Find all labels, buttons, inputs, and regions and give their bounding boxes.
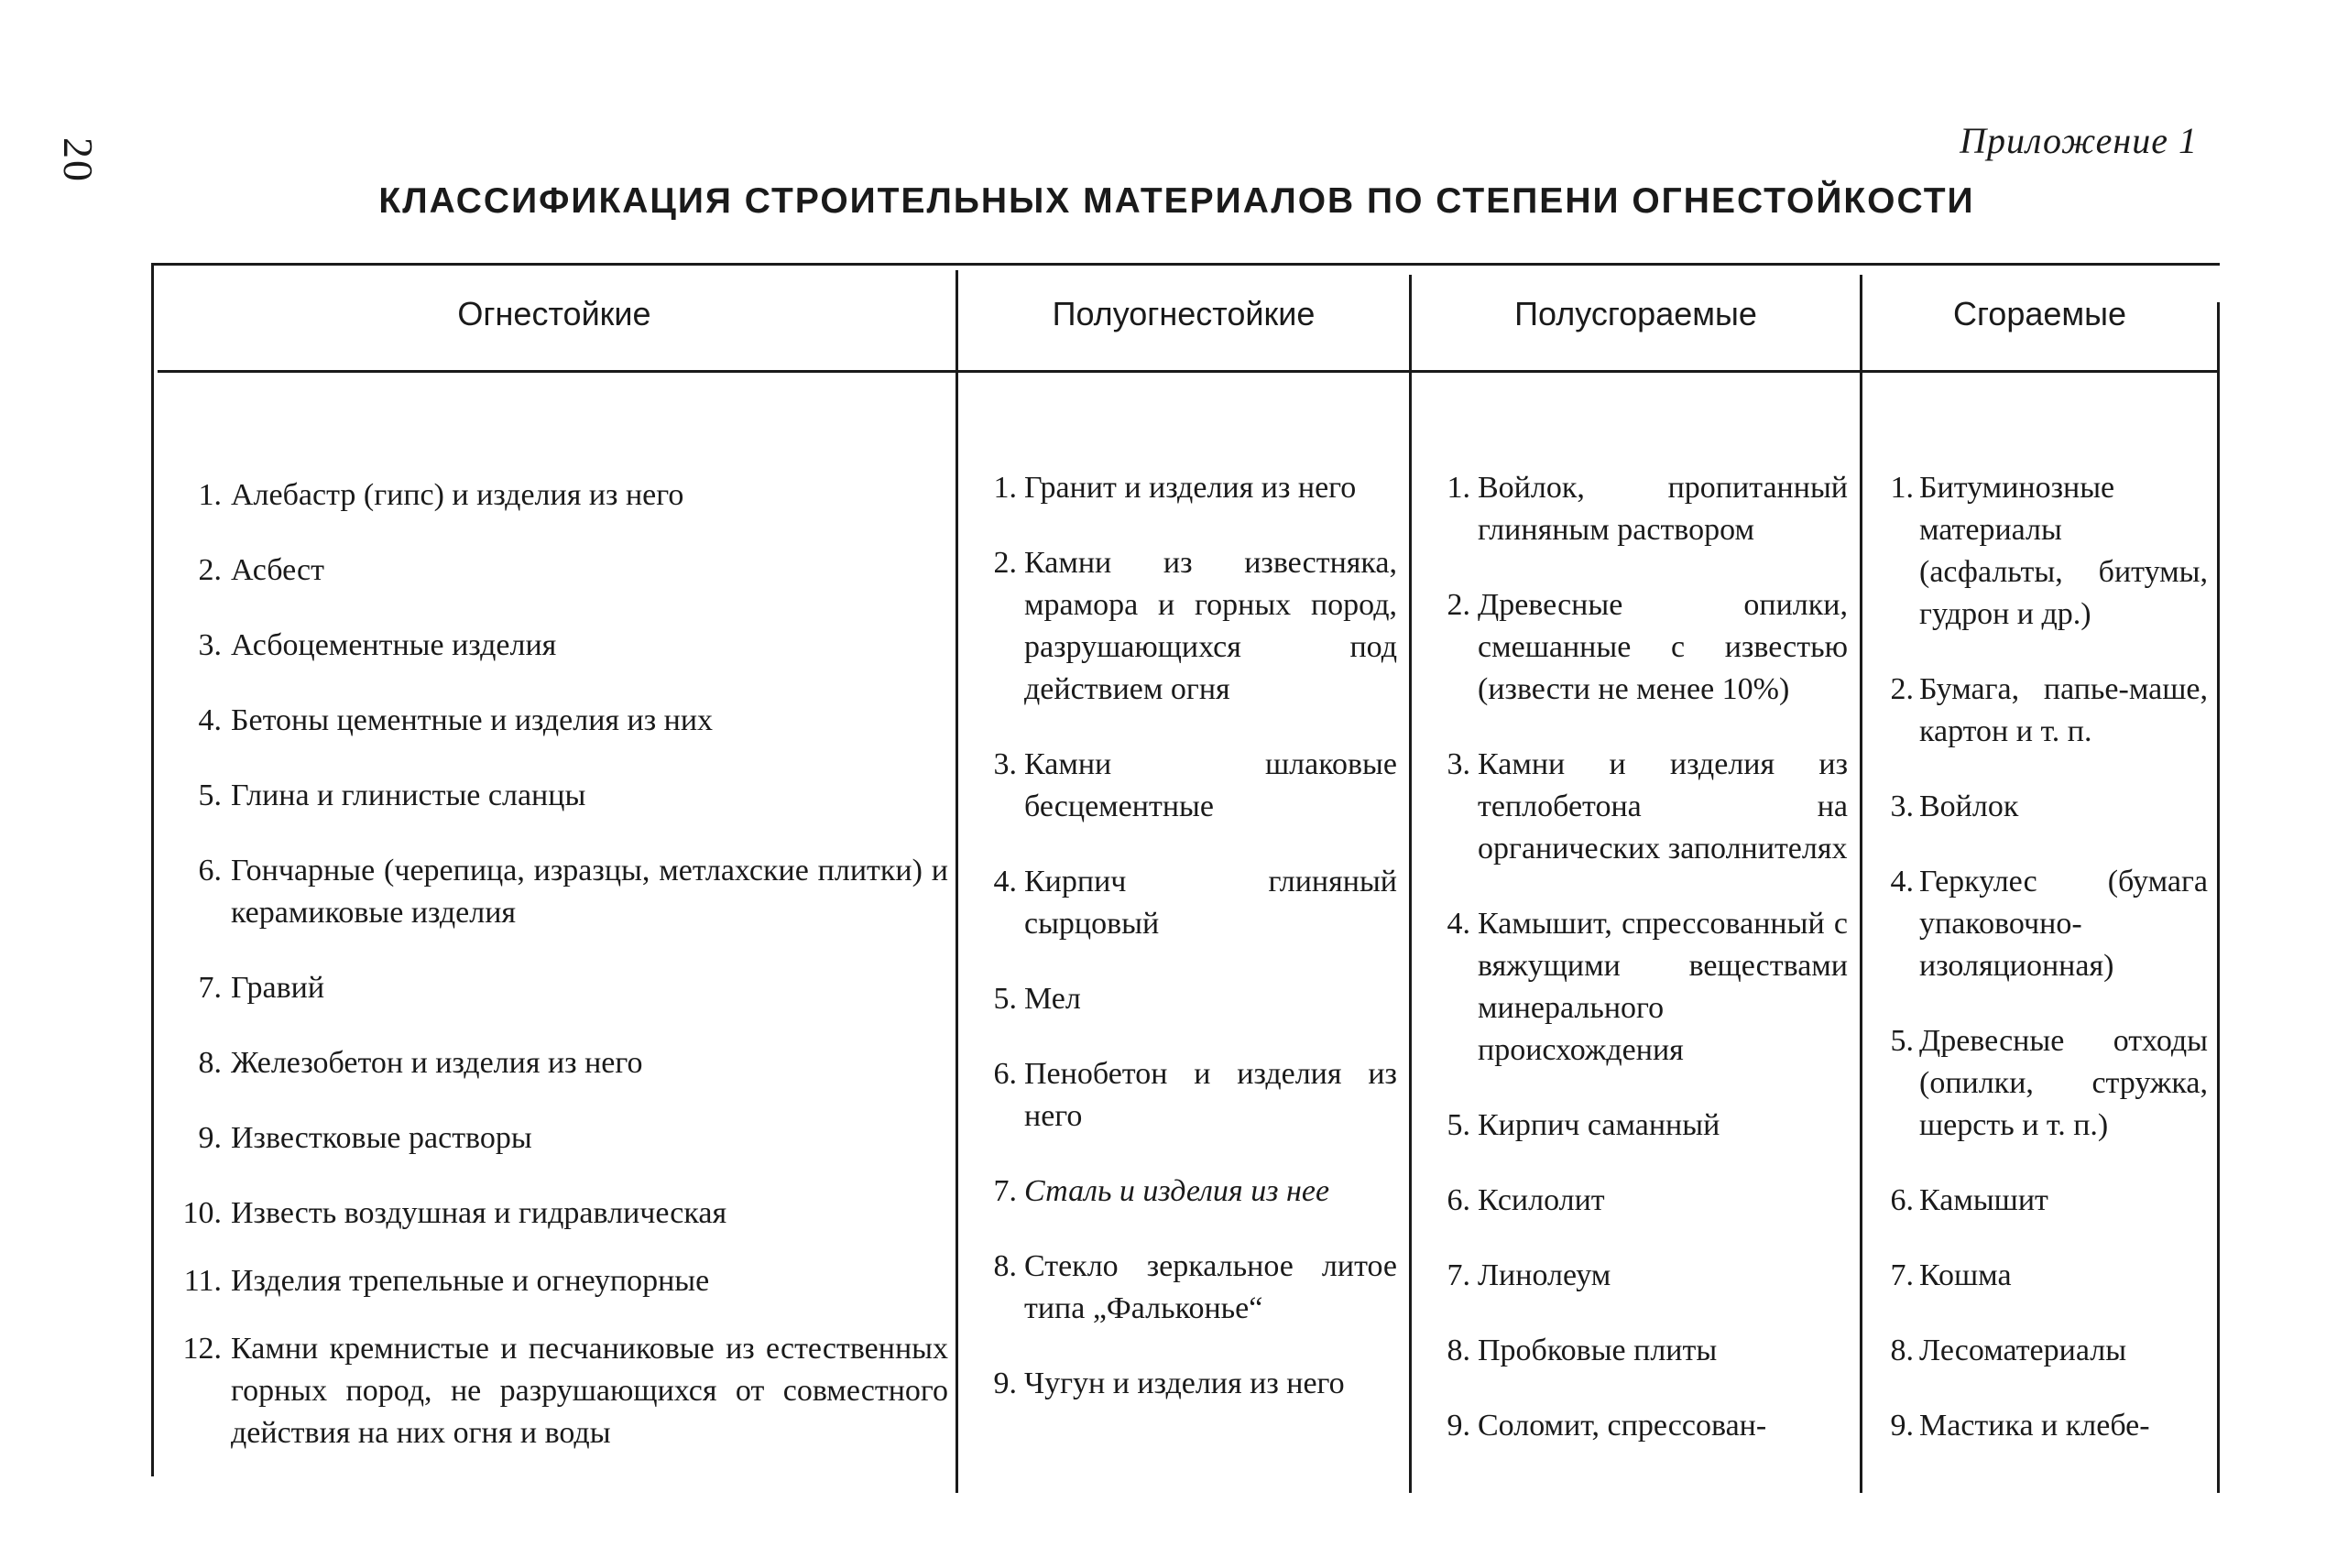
list-item: 2. Древесные опилки, смешанные с известью (извести не менее 10%) <box>1447 588 1848 706</box>
list-item: 4. Кирпич глиняный сырцовый <box>993 865 1397 941</box>
list-item: 8. Пробковые плиты <box>1447 1334 1718 1367</box>
list-item: 5. Глина и глинистые сланцы <box>198 779 586 812</box>
list-item: 7. Гравий <box>198 971 325 1005</box>
table-right-border <box>2217 302 2220 1493</box>
header-bottom-rule <box>158 370 2219 373</box>
column-semi-fireproof <box>971 467 1397 1438</box>
list-item: 7. Сталь и изделия из нее <box>993 1174 1330 1208</box>
list-item: 1. Алебастр (гипс) и изделия из него <box>198 478 684 512</box>
list-item: 7. Кошма <box>1890 1258 2012 1292</box>
list-item: 6. Ксилолит <box>1447 1183 1605 1217</box>
column-divider-3 <box>1860 275 1862 1493</box>
list-item: 11. Изделия трепельные и огнеупорные <box>183 1264 710 1298</box>
list-item: 3. Войлок <box>1890 789 2019 823</box>
column-semi-combustible <box>1425 467 1848 1480</box>
column-header-combustible: Сгораемые <box>1952 295 2127 332</box>
list-item: 5. Мел <box>993 982 1081 1016</box>
column-combustible <box>1873 467 2208 1480</box>
list-item: 12. Камни кремнистые и песчаниковые из естественных горных пород, не разрушающихся от совместного действия на них огня и воды <box>182 1332 948 1450</box>
list-item: 6. Пенобетон и изделия из него <box>993 1057 1397 1133</box>
list-item: 9. Чугун и изделия из него <box>993 1367 1345 1400</box>
list-item: 3. Камни и изделия из теплобетона на органических заполнителях <box>1447 747 1848 866</box>
list-item: 4. Бетоны цементные и изделия из них <box>198 703 714 737</box>
column-header-semi-combustible: Полусгораемые <box>1514 295 1757 332</box>
page-title: КЛАССИФИКАЦИЯ СТРОИТЕЛЬНЫХ МАТЕРИАЛОВ ПО СТЕПЕНИ ОГНЕСТОЙКОСТИ <box>378 181 1975 221</box>
list-item: 1. Войлок, пропитанный глиняным раствором <box>1447 471 1848 547</box>
table-top-rule <box>151 263 2220 266</box>
page-number: 20 <box>55 137 102 183</box>
table-left-border <box>151 263 154 1476</box>
list-item: 2. Камни из известняка, мрамора и горных пород, разрушающихся под действием огня <box>993 546 1397 706</box>
list-item: 5. Древесные отходы (опилки, стружка, шерсть и т. п.) <box>1890 1024 2208 1142</box>
column-fireproof <box>174 474 948 1487</box>
appendix-label: Приложение 1 <box>1960 120 2198 161</box>
list-item: 1. Битуминозные материалы (асфальты, битумы, гудрон и др.) <box>1890 471 2208 631</box>
list-item: 8. Лесоматериалы <box>1890 1334 2127 1367</box>
list-item: 9. Известковые растворы <box>198 1121 532 1155</box>
list-item: 5. Кирпич саманный <box>1447 1108 1720 1142</box>
list-item: 4. Камышит, спрессованный с вяжущими веществами минерального происхождения <box>1447 907 1848 1067</box>
list-item: 9. Мастика и клебе- <box>1890 1409 2150 1443</box>
list-item: 3. Камни шлаковые бесцементные <box>993 747 1397 823</box>
list-item: 8. Стекло зеркальное литое типа „Фальконье“ <box>993 1249 1397 1325</box>
list-item: 4. Геркулес (бумага упаковочно-изоляционная) <box>1890 865 2208 983</box>
column-header-semi-fireproof: Полуогнестойкие <box>1052 295 1316 332</box>
list-item: 6. Камышит <box>1890 1183 2048 1217</box>
column-header-fireproof: Огнестойкие <box>457 295 651 332</box>
list-item: 2. Бумага, папье-маше, картон и т. п. <box>1890 672 2208 748</box>
column-divider-1 <box>956 270 958 1493</box>
list-item: 6. Гончарные (черепица, изразцы, метлахские плитки) и керамиковые изделия <box>198 854 948 930</box>
column-divider-2 <box>1409 275 1412 1493</box>
list-item: 9. Соломит, спрессован- <box>1447 1409 1767 1443</box>
list-item: 1. Гранит и изделия из него <box>993 471 1357 505</box>
list-item: 8. Железобетон и изделия из него <box>198 1046 643 1080</box>
list-item: 10. Известь воздушная и гидравлическая <box>182 1196 727 1230</box>
list-item: 3. Асбоцементные изделия <box>198 628 557 662</box>
list-item: 7. Линолеум <box>1447 1258 1611 1292</box>
list-item: 2. Асбест <box>198 553 324 587</box>
